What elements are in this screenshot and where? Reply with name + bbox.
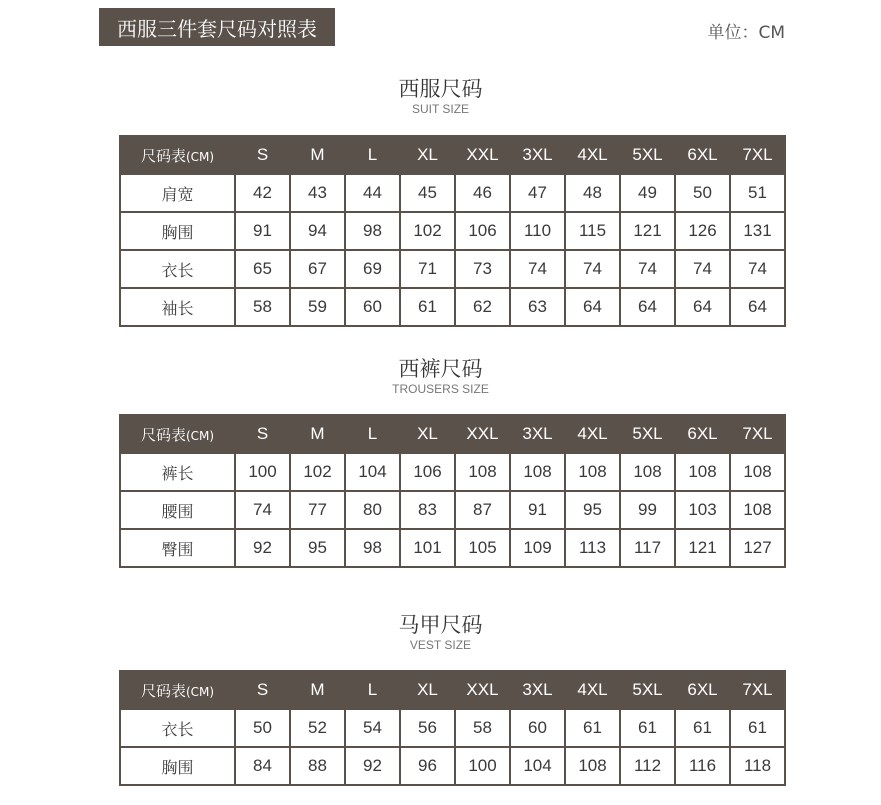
table-header-row (120, 671, 785, 709)
measurement-value: 113 (565, 529, 620, 567)
measurement-value: 118 (730, 747, 785, 785)
measurement-value: 112 (620, 747, 675, 785)
suit-title-en: SUIT SIZE (411, 102, 470, 116)
row-header-cell (120, 671, 235, 709)
size-column-header: M (290, 136, 345, 174)
measurement-value: 91 (510, 491, 565, 529)
suit-section-heading (0, 76, 881, 117)
vest-title-cn: 马甲尺码 (398, 613, 483, 637)
measurement-value: 49 (620, 174, 675, 212)
row-header-unit: (CM) (185, 428, 215, 443)
measurement-value: 50 (675, 174, 730, 212)
measurement-value: 83 (400, 491, 455, 529)
measurement-value: 109 (510, 529, 565, 567)
measurement-value: 104 (510, 747, 565, 785)
vest-section-heading (0, 612, 881, 653)
measurement-value: 48 (565, 174, 620, 212)
measurement-value: 94 (290, 212, 345, 250)
measurement-value: 108 (620, 453, 675, 491)
table-row (120, 491, 785, 529)
size-column-header: XXL (455, 671, 510, 709)
trousers-section-heading (0, 356, 881, 397)
size-column-header: L (345, 136, 400, 174)
size-column-header: M (290, 415, 345, 453)
size-column-header: 5XL (620, 136, 675, 174)
measurement-label: 胸围 (120, 212, 235, 250)
measurement-value: 56 (400, 709, 455, 747)
suit-size-table (119, 135, 786, 327)
measurement-value: 121 (620, 212, 675, 250)
measurement-value: 74 (510, 250, 565, 288)
measurement-value: 105 (455, 529, 510, 567)
size-column-header: 3XL (510, 136, 565, 174)
measurement-value: 92 (345, 747, 400, 785)
measurement-value: 59 (290, 288, 345, 326)
size-column-header: 4XL (565, 415, 620, 453)
measurement-value: 74 (730, 250, 785, 288)
size-column-header: XL (400, 671, 455, 709)
vest-title-en: VEST SIZE (409, 638, 472, 652)
measurement-value: 102 (290, 453, 345, 491)
measurement-value: 102 (400, 212, 455, 250)
measurement-value: 44 (345, 174, 400, 212)
measurement-value: 42 (235, 174, 290, 212)
measurement-value: 63 (510, 288, 565, 326)
measurement-value: 103 (675, 491, 730, 529)
size-column-header: 6XL (675, 136, 730, 174)
measurement-value: 101 (400, 529, 455, 567)
size-column-header: 4XL (565, 136, 620, 174)
row-header-label: 尺码表 (140, 681, 186, 700)
measurement-value: 106 (455, 212, 510, 250)
measurement-value: 77 (290, 491, 345, 529)
measurement-value: 71 (400, 250, 455, 288)
measurement-value: 110 (510, 212, 565, 250)
measurement-value: 127 (730, 529, 785, 567)
size-column-header: S (235, 415, 290, 453)
table-row (120, 709, 785, 747)
measurement-value: 61 (565, 709, 620, 747)
measurement-value: 106 (400, 453, 455, 491)
measurement-value: 43 (290, 174, 345, 212)
measurement-value: 80 (345, 491, 400, 529)
row-header-label: 尺码表 (140, 146, 186, 165)
measurement-value: 92 (235, 529, 290, 567)
measurement-value: 100 (235, 453, 290, 491)
measurement-value: 64 (620, 288, 675, 326)
size-column-header: 7XL (730, 415, 785, 453)
measurement-label: 袖长 (120, 288, 235, 326)
table-header-row (120, 415, 785, 453)
measurement-value: 73 (455, 250, 510, 288)
measurement-value: 54 (345, 709, 400, 747)
chart-title-badge: 西服三件套尺码对照表 (99, 8, 335, 46)
vest-size-table (119, 670, 786, 786)
size-column-header: 3XL (510, 415, 565, 453)
measurement-value: 60 (345, 288, 400, 326)
measurement-value: 98 (345, 529, 400, 567)
size-column-header: 6XL (675, 415, 730, 453)
measurement-value: 69 (345, 250, 400, 288)
measurement-value: 108 (675, 453, 730, 491)
row-header-label: 尺码表 (140, 425, 186, 444)
measurement-value: 96 (400, 747, 455, 785)
measurement-value: 51 (730, 174, 785, 212)
size-column-header: XXL (455, 415, 510, 453)
row-header-unit: (CM) (185, 684, 215, 699)
measurement-value: 60 (510, 709, 565, 747)
size-column-header: 4XL (565, 671, 620, 709)
trousers-size-table (119, 414, 786, 568)
measurement-value: 74 (565, 250, 620, 288)
measurement-value: 52 (290, 709, 345, 747)
size-column-header: XXL (455, 136, 510, 174)
size-column-header: 5XL (620, 671, 675, 709)
measurement-value: 108 (730, 491, 785, 529)
measurement-value: 98 (345, 212, 400, 250)
measurement-value: 87 (455, 491, 510, 529)
table-row (120, 212, 785, 250)
measurement-value: 99 (620, 491, 675, 529)
table-row (120, 529, 785, 567)
measurement-value: 126 (675, 212, 730, 250)
measurement-value: 100 (455, 747, 510, 785)
measurement-value: 45 (400, 174, 455, 212)
measurement-label: 胸围 (120, 747, 235, 785)
measurement-value: 84 (235, 747, 290, 785)
suit-title-cn: 西服尺码 (398, 77, 483, 101)
measurement-value: 62 (455, 288, 510, 326)
measurement-value: 108 (565, 747, 620, 785)
measurement-label: 衣长 (120, 250, 235, 288)
size-column-header: S (235, 671, 290, 709)
table-row (120, 453, 785, 491)
size-column-header: 7XL (730, 136, 785, 174)
size-column-header: 6XL (675, 671, 730, 709)
size-column-header: L (345, 415, 400, 453)
size-column-header: M (290, 671, 345, 709)
table-row (120, 747, 785, 785)
measurement-value: 64 (730, 288, 785, 326)
size-column-header: 3XL (510, 671, 565, 709)
table-row (120, 288, 785, 326)
measurement-value: 108 (730, 453, 785, 491)
row-header-cell (120, 415, 235, 453)
measurement-value: 61 (400, 288, 455, 326)
measurement-value: 117 (620, 529, 675, 567)
table-row (120, 250, 785, 288)
table-header-row (120, 136, 785, 174)
measurement-value: 108 (565, 453, 620, 491)
trousers-title-en: TROUSERS SIZE (392, 382, 489, 396)
measurement-label: 肩宽 (120, 174, 235, 212)
measurement-value: 61 (620, 709, 675, 747)
measurement-value: 64 (565, 288, 620, 326)
row-header-cell (120, 136, 235, 174)
measurement-value: 95 (565, 491, 620, 529)
size-column-header: XL (400, 136, 455, 174)
measurement-value: 64 (675, 288, 730, 326)
measurement-value: 61 (675, 709, 730, 747)
measurement-value: 58 (455, 709, 510, 747)
measurement-value: 74 (235, 491, 290, 529)
measurement-value: 74 (620, 250, 675, 288)
measurement-value: 121 (675, 529, 730, 567)
measurement-value: 47 (510, 174, 565, 212)
row-header-unit: (CM) (185, 149, 215, 164)
measurement-value: 116 (675, 747, 730, 785)
measurement-value: 74 (675, 250, 730, 288)
measurement-value: 65 (235, 250, 290, 288)
measurement-label: 臀围 (120, 529, 235, 567)
measurement-value: 131 (730, 212, 785, 250)
measurement-value: 91 (235, 212, 290, 250)
size-column-header: XL (400, 415, 455, 453)
measurement-label: 裤长 (120, 453, 235, 491)
measurement-value: 61 (730, 709, 785, 747)
table-row (120, 174, 785, 212)
measurement-label: 衣长 (120, 709, 235, 747)
trousers-title-cn: 西裤尺码 (398, 357, 483, 381)
measurement-value: 88 (290, 747, 345, 785)
measurement-value: 108 (455, 453, 510, 491)
measurement-value: 67 (290, 250, 345, 288)
measurement-value: 115 (565, 212, 620, 250)
size-column-header: L (345, 671, 400, 709)
measurement-value: 104 (345, 453, 400, 491)
measurement-value: 108 (510, 453, 565, 491)
measurement-value: 95 (290, 529, 345, 567)
measurement-value: 58 (235, 288, 290, 326)
unit-label: 单位：CM (707, 23, 785, 43)
measurement-value: 50 (235, 709, 290, 747)
size-column-header: 5XL (620, 415, 675, 453)
measurement-label: 腰围 (120, 491, 235, 529)
size-column-header: 7XL (730, 671, 785, 709)
size-column-header: S (235, 136, 290, 174)
measurement-value: 46 (455, 174, 510, 212)
